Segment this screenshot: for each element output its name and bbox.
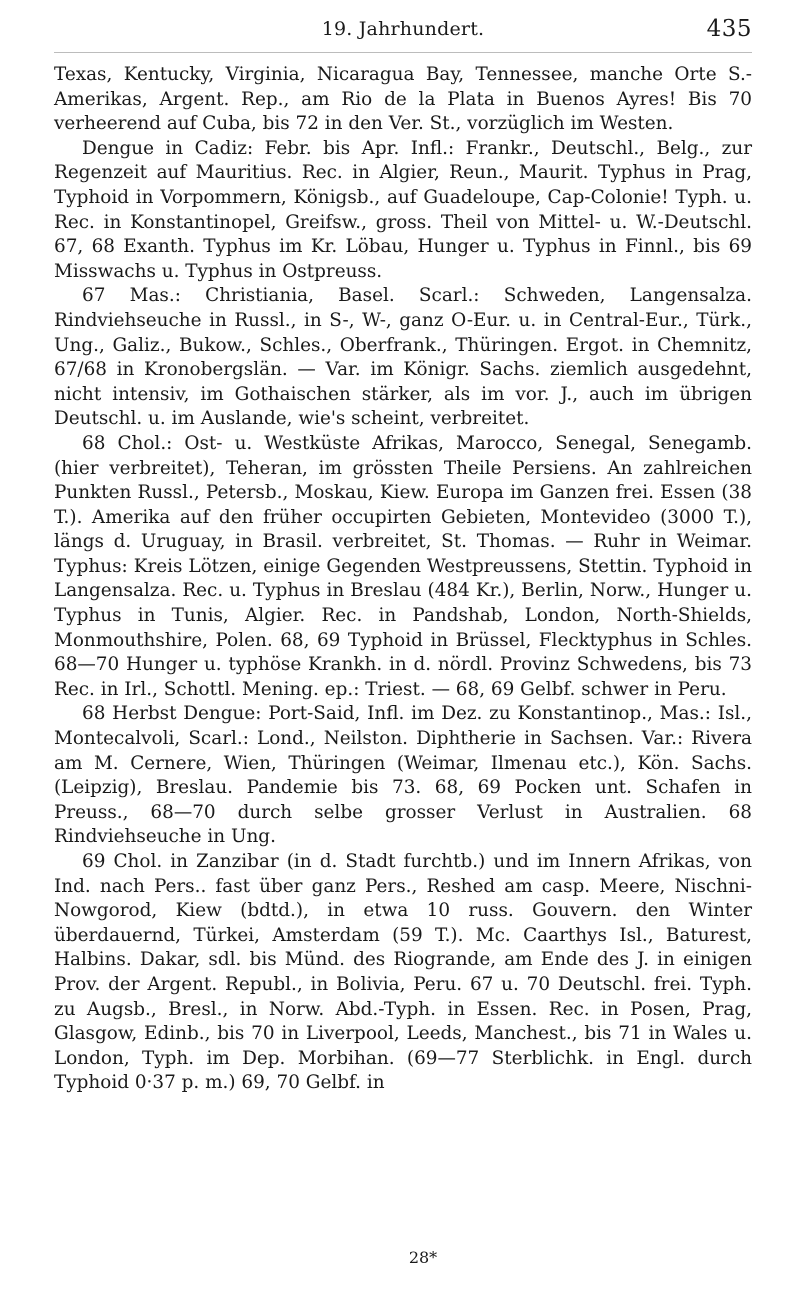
paragraph-3: 67 Mas.: Christiania, Basel. Scarl.: Schweden, Langensalza. Rindviehseuche in Russl., in S-, W-, ganz O-Eur. u. in Central-Eur., Türk., Ung., Galiz., Bukow., Schles., Oberfrank., Thüringen. Ergot. in Chemnitz, 67/68 in Kronobergslän. — Var. im Königr. Sachs. ziemlich ausgedehnt, nicht intensiv, im Gothaischen stärker, als im vor. J., auch im übrigen Deutschl. u. im Auslande, wie's scheint, verbreitet.: [54, 285, 752, 430]
paragraph-1: Texas, Kentucky, Virginia, Nicaragua Bay, Tennessee, manche Orte S.-Amerikas, Argent. Rep., am Rio de la Plata in Buenos Ayres! Bis 70 verheerend auf Cuba, bis 72 in den Ver. St., vorzüglich im Westen.: [54, 64, 752, 135]
body-text: [54, 63, 752, 1096]
page-number: 435: [706, 16, 752, 42]
book-page: [54, 14, 752, 1279]
running-header: [54, 14, 752, 53]
paragraph-4: 68 Chol.: Ost- u. Westküste Afrikas, Marocco, Senegal, Senegamb. (hier verbreitet), Teheran, im grössten Theile Persiens. An zahlreichen Punkten Russl., Petersb., Moskau, Kiew. Europa im Ganzen frei. Essen (38 T.). Amerika auf den früher occupirten Gebieten, Montevideo (3000 T.), längs d. Uruguay, in Brasil. verbreitet, St. Thomas. — Ruhr in Weimar. Typhus: Kreis Lötzen, einige Gegenden Westpreussens, Stettin. Typhoid in Langensalza. Rec. u. Typhus in Breslau (484 Kr.), Berlin, Norw., Hunger u. Typhus in Tunis, Algier. Rec. in Pandshab, London, North-Shields, Monmouthshire, Polen. 68, 69 Typhoid in Brüssel, Flecktyphus in Schles. 68—70 Hunger u. typhöse Krankh. in d. nördl. Provinz Schwedens, bis 73 Rec. in Irl., Schottl. Mening. ep.: Triest. — 68, 69 Gelbf. schwer in Peru.: [54, 432, 752, 700]
signature-mark: 28*: [408, 1248, 438, 1267]
paragraph-2: Dengue in Cadiz: Febr. bis Apr. Infl.: Frankr., Deutschl., Belg., zur Regenzeit auf Mauritius. Rec. in Algier, Reun., Maurit. Typhus in Prag, Typhoid in Vorpommern, Königsb., auf Guadeloupe, Cap-Colonie! Typh. u. Rec. in Konstantinopel, Greifsw., gross. Theil von Mittel- u. W.-Deutschl. 67, 68 Exanth. Typhus im Kr. Löbau, Hunger u. Typhus in Finnl., bis 69 Misswachs u. Typhus in Ostpreuss.: [54, 137, 752, 282]
paragraph-6: 69 Chol. in Zanzibar (in d. Stadt furchtb.) und im Innern Afrikas, von Ind. nach Pers.. fast über ganz Pers., Reshed am casp. Meere, Nischni-Nowgorod, Kiew (bdtd.), in etwa 10 russ. Gouvern. den Winter überdauernd, Türkei, Amsterdam (59 T.). Mc. Caarthys Isl., Baturest, Halbins. Dakar, sdl. bis Münd. des Riogrande, am Ende des J. in einigen Prov. der Argent. Republ., in Bolivia, Peru. 67 u. 70 Deutschl. frei. Typh. zu Augsb., Bresl., in Norw. Abd.-Typh. in Essen. Rec. in Posen, Prag, Glasgow, Edinb., bis 70 in Liverpool, Leeds, Manchest., bis 71 in Wales u. London, Typh. im Dep. Morbihan. (69—77 Sterblichk. in Engl. durch Typhoid 0·37 p. m.) 69, 70 Gelbf. in: [54, 851, 752, 1094]
running-title: 19. Jahrhundert.: [321, 18, 485, 40]
paragraph-5: 68 Herbst Dengue: Port-Said, Infl. im Dez. zu Konstantinop., Mas.: Isl., Montecalvoli, Scarl.: Lond., Neilston. Diphtherie in Sachsen. Var.: Rivera am M. Cernere, Wien, Thüringen (Weimar, Ilmenau etc.), Kön. Sachs. (Leipzig), Breslau. Pandemie bis 73. 68, 69 Pocken unt. Schafen in Preuss., 68—70 durch selbe grosser Verlust in Australien. 68 Rindviehseuche in Ung.: [54, 703, 752, 848]
